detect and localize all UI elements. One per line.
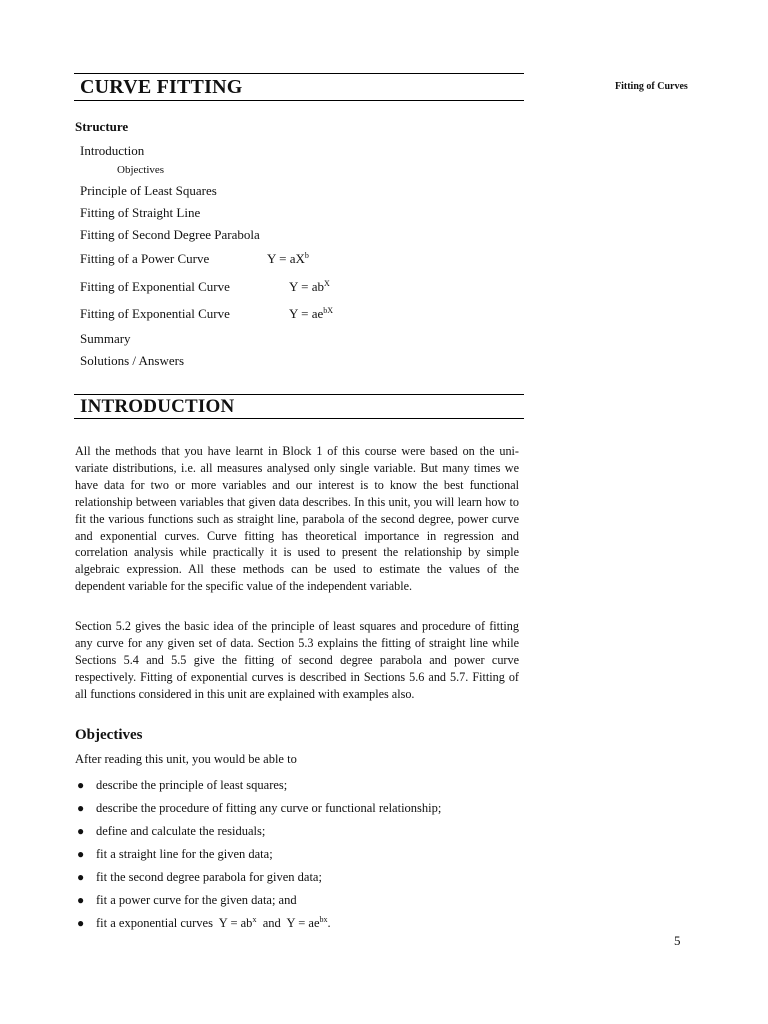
bullet-icon: ● [77,778,85,792]
objectives-list [75,776,525,937]
introduction-heading-bar [74,394,524,419]
toc-item-parabola: Fitting of Second Degree Parabola [80,227,260,242]
equation-exponent: x [252,915,257,924]
formula-base: Y = aX [267,251,305,266]
objective-text: describe the procedure of fitting any curve or functional relationship; [96,801,442,815]
objective-text: describe the principle of least squares; [96,778,288,792]
introduction-paragraph-1: All the methods that you have learnt in Block 1 of this course were based on the uni-variate distributions, i.e. all measures analysed only single variable. But many times we have data for two or more variables and our interest is to know the best functional relationship between variables that given data describes. In this unit, you will learn how to fit the various functions such as straight line, parabola of the second degree, power curve and exponential curves. Curve fitting has theoretical importance in regression and correlation analysis while practically it is used to present the relationship by simple algebraic expression. All these methods can be used to estimate the values of the dependent variable for the specific value of the independent variable. [75,444,519,594]
bullet-icon: ● [77,916,85,930]
toc-item-least-squares: Principle of Least Squares [80,183,217,198]
bullet-icon: ● [77,847,85,861]
introduction-paragraph-2: Section 5.2 gives the basic idea of the principle of least squares and procedure of fitting any curve for any given set of data. Section 5.3 explains the fitting of straight line while Sections 5.4 and 5.5 give the fitting of second degree parabola and power curve respectively. Fitting of exponential curves is described in Sections 5.6 and 5.7. Fitting of all functions considered in this unit are explained with examples also. [75,619,519,701]
bullet-icon: ● [77,870,85,884]
equation-end: . [327,916,331,930]
toc-item-objectives: Objectives [117,164,165,176]
objective-text: fit a power curve for the given data; and [96,893,297,907]
objective-text: define and calculate the residuals; [96,824,266,838]
formula-exponent: bX [323,306,334,315]
objective-item [75,868,525,891]
unit-title: CURVE FITTING [80,76,243,98]
formula-exponent: X [324,279,330,288]
power-curve-formula [267,251,309,267]
objective-text: fit a exponential curves [96,916,213,930]
equation-joiner: and [262,916,281,930]
toc-item-power-curve: Fitting of a Power Curve [80,251,210,266]
objectives-intro: After reading this unit, you would be able to [75,752,297,766]
toc-item-solutions: Solutions / Answers [80,353,185,368]
toc-item-exponential-curve-2: Fitting of Exponential Curve [80,306,230,321]
objective-text: fit a straight line for the given data; [96,847,273,861]
unit-title-bar [74,73,524,101]
toc-item-summary: Summary [80,331,131,346]
equation-base: Y = ae [286,916,320,930]
equation-base: Y = ab [218,916,253,930]
objective-text: fit the second degree parabola for given data; [96,870,322,884]
objective-item [75,799,525,822]
equation-power-form [219,916,257,930]
running-header: Fitting of Curves [615,81,688,92]
page-number: 5 [674,933,681,948]
formula-exponent: b [304,251,309,260]
objectives-heading: Objectives [75,727,143,743]
exponential-formula-2 [289,306,333,322]
bullet-icon: ● [77,801,85,815]
equation-exponent: bx [319,915,328,924]
bullet-icon: ● [77,893,85,907]
objective-item [75,914,525,937]
exponential-formula-1 [289,279,330,295]
objective-item [75,891,525,914]
objective-item [75,845,525,868]
formula-base: Y = ae [289,306,324,321]
objective-item [75,776,525,799]
introduction-heading: INTRODUCTION [80,396,235,417]
toc-item-introduction: Introduction [80,143,145,158]
objective-item [75,822,525,845]
equation-exponential-form [287,916,328,930]
toc-item-straight-line: Fitting of Straight Line [80,205,201,220]
toc-item-exponential-curve-1: Fitting of Exponential Curve [80,279,230,294]
bullet-icon: ● [77,824,85,838]
formula-base: Y = ab [289,279,325,294]
structure-heading: Structure [75,119,129,134]
